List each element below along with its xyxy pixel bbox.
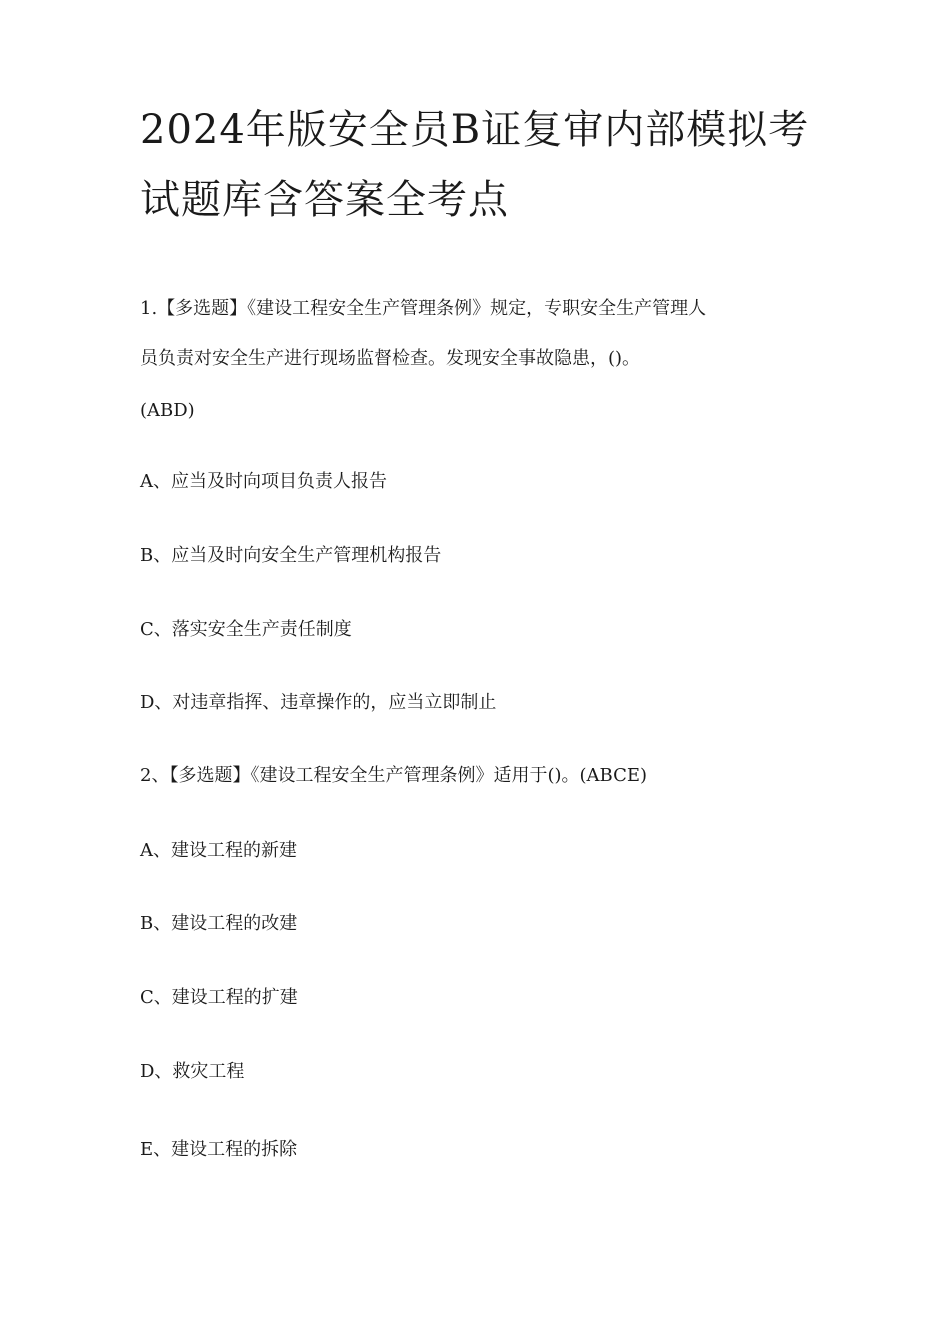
document-title: 2024年版安全员B证复审内部模拟考试题库含答案全考点 xyxy=(140,107,810,223)
question-2-option-a: A、建设工程的新建 xyxy=(140,840,297,861)
question-2-text: 2、【多选题】《建设工程安全生产管理条例》适用于()。(ABCE) xyxy=(140,765,648,786)
question-2-option-d: D、救灾工程 xyxy=(140,1061,245,1082)
question-1-answer: (ABD) xyxy=(140,400,195,421)
question-2-option-c: C、建设工程的扩建 xyxy=(140,987,298,1008)
question-1-option-a: A、应当及时向项目负责人报告 xyxy=(140,471,387,492)
question-2-option-e: E、建设工程的拆除 xyxy=(140,1139,298,1160)
question-1-option-b: B、应当及时向安全生产管理机构报告 xyxy=(140,545,442,566)
question-1-option-d: D、对违章指挥、违章操作的，应当立即制止 xyxy=(140,692,497,713)
question-1-text-line-2: 员负责对安全生产进行现场监督检查。发现安全事故隐患，()。 xyxy=(140,348,641,369)
question-2-option-b: B、建设工程的改建 xyxy=(140,913,298,934)
question-1-text-line-1: 1.【多选题】《建设工程安全生产管理条例》规定，专职安全生产管理人 xyxy=(140,298,707,319)
question-1-option-c: C、落实安全生产责任制度 xyxy=(140,619,352,640)
